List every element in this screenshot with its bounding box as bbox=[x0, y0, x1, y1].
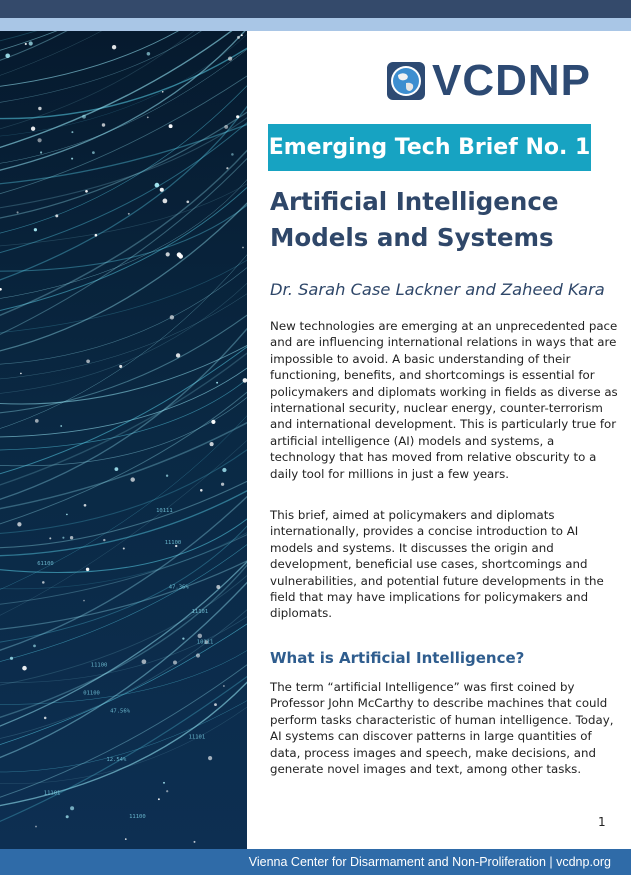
light-dot bbox=[226, 167, 228, 169]
light-dot bbox=[10, 657, 13, 660]
light-dot bbox=[166, 790, 168, 792]
footer-bar: Vienna Center for Disarmament and Non-Proliferation | vcdnp.org bbox=[0, 849, 631, 875]
art-numeric-label: 47.56% bbox=[110, 708, 130, 715]
brief-number-badge: Emerging Tech Brief No. 1 bbox=[268, 124, 591, 171]
light-dot bbox=[112, 45, 116, 49]
light-dot bbox=[5, 54, 10, 59]
art-numeric-label: 47.36% bbox=[168, 584, 189, 591]
section-paragraph: The term “artificial Intelligence” was first coined by Professor John McCarthy to describe machines that could perform tasks characteristic of human intelligence. Today, AI systems can discover patterns in large quantities of data, process images and speech, make decisions, and generate novel images and text, among other tasks. bbox=[270, 680, 614, 777]
cover-art-data-streams bbox=[0, 31, 247, 849]
section-heading: What is Artificial Intelligence? bbox=[270, 649, 525, 667]
light-dot bbox=[163, 199, 168, 204]
art-numeric-label: 01100 bbox=[83, 690, 100, 697]
light-dot bbox=[155, 183, 160, 188]
light-dot bbox=[35, 419, 39, 423]
light-dot bbox=[173, 661, 177, 665]
light-dot bbox=[40, 151, 42, 153]
light-dot bbox=[147, 117, 149, 119]
light-dot bbox=[35, 826, 37, 828]
top-bar-light bbox=[0, 18, 631, 31]
art-numeric-label: 11101 bbox=[43, 790, 61, 797]
light-dot bbox=[221, 483, 224, 486]
light-dot bbox=[228, 56, 232, 60]
light-dot bbox=[169, 124, 173, 128]
light-dot bbox=[160, 188, 164, 192]
light-dot bbox=[95, 234, 98, 237]
light-dot bbox=[216, 382, 218, 384]
light-dot bbox=[17, 211, 19, 213]
light-dot bbox=[83, 600, 85, 602]
light-dot bbox=[31, 127, 35, 131]
light-dot bbox=[166, 252, 170, 256]
light-dot bbox=[86, 359, 90, 363]
light-dot bbox=[119, 365, 122, 368]
light-dot bbox=[125, 838, 127, 840]
light-dot bbox=[223, 685, 225, 687]
light-dot bbox=[186, 200, 189, 203]
art-numeric-label: 11100 bbox=[164, 539, 182, 546]
light-dot bbox=[182, 637, 184, 639]
light-dot bbox=[66, 514, 68, 516]
light-dot bbox=[71, 158, 73, 160]
light-dot bbox=[49, 537, 51, 539]
art-numeric-label: 11101 bbox=[191, 609, 209, 615]
light-dot bbox=[86, 568, 89, 571]
vcdnp-logo bbox=[386, 55, 618, 107]
art-numeric-label: 11100 bbox=[129, 814, 146, 821]
light-dot bbox=[241, 34, 243, 36]
page-title: Artificial Intelligence Models and Systems bbox=[270, 187, 559, 252]
art-numeric-label: 10111 bbox=[196, 639, 214, 646]
light-dot bbox=[22, 666, 27, 671]
light-dot bbox=[92, 151, 95, 154]
light-dot bbox=[66, 815, 69, 818]
art-numeric-label: 11100 bbox=[90, 662, 108, 669]
light-dot bbox=[162, 91, 164, 93]
light-dot bbox=[71, 131, 73, 133]
light-dot bbox=[231, 153, 234, 156]
light-dot bbox=[25, 43, 27, 45]
light-dot bbox=[70, 806, 74, 810]
light-dot bbox=[176, 353, 180, 357]
light-dot bbox=[163, 782, 165, 784]
light-dot bbox=[237, 36, 240, 39]
light-dot bbox=[200, 489, 203, 492]
light-dot bbox=[147, 52, 151, 56]
light-dot bbox=[37, 138, 41, 142]
light-dot bbox=[242, 247, 244, 249]
light-dot bbox=[103, 539, 105, 541]
light-dot bbox=[194, 841, 196, 843]
light-dot bbox=[224, 125, 228, 129]
art-numeric-label: 12.54% bbox=[106, 757, 127, 764]
light-dot bbox=[62, 537, 64, 539]
light-dot bbox=[170, 315, 174, 319]
light-dot bbox=[60, 425, 62, 427]
light-dot bbox=[177, 252, 182, 257]
light-dot bbox=[158, 798, 160, 800]
intro-paragraph-2: This brief, aimed at policymakers and diplomats internationally, provides a concise introduction to AI models and systems. It discusses the origin and development, beneficial use cases, shortcomings and vulnerabilities, and potential future developments in the field that may have implications for policymakers and diplomats. bbox=[270, 508, 604, 621]
light-dot bbox=[166, 475, 168, 477]
light-dot bbox=[216, 585, 220, 589]
page-number: 1 bbox=[598, 815, 606, 829]
light-dot bbox=[85, 190, 88, 193]
data-streams-graphic bbox=[0, 31, 247, 849]
light-dot bbox=[222, 468, 226, 472]
light-dot bbox=[70, 536, 73, 539]
light-dot bbox=[196, 653, 200, 657]
art-numeric-label: 11101 bbox=[188, 734, 206, 741]
light-dot bbox=[130, 477, 134, 481]
light-dot bbox=[211, 420, 215, 424]
logo-wordmark: VCDNP bbox=[432, 56, 592, 105]
top-bar-dark bbox=[0, 0, 631, 18]
light-dot bbox=[55, 214, 58, 217]
light-dot bbox=[82, 115, 86, 119]
light-dot bbox=[208, 756, 212, 760]
light-dot bbox=[123, 547, 125, 549]
light-dot bbox=[84, 504, 87, 507]
light-dot bbox=[236, 115, 239, 118]
light-dot bbox=[115, 467, 119, 471]
light-dot bbox=[33, 645, 36, 648]
globe-icon bbox=[386, 61, 426, 101]
light-dot bbox=[20, 373, 22, 375]
light-dot bbox=[38, 107, 41, 110]
light-dot bbox=[142, 659, 147, 664]
light-dot bbox=[210, 442, 214, 446]
light-dot bbox=[17, 522, 21, 526]
authors-line: Dr. Sarah Case Lackner and Zaheed Kara bbox=[270, 280, 605, 299]
light-dot bbox=[128, 213, 130, 215]
art-numeric-label: 61100 bbox=[37, 560, 54, 567]
light-dot bbox=[214, 703, 217, 706]
light-dot bbox=[29, 41, 33, 45]
light-dot bbox=[44, 717, 47, 720]
light-dot bbox=[102, 123, 105, 126]
intro-paragraph-1: New technologies are emerging at an unprecedented pace and are influencing international relations in ways that are impossible to avoid. A basic understanding of their functioning, benefits, and shortcomings is essential for policymakers and diplomats working in fields as diverse as international security, nuclear energy, counter-terrorism and international development. This is particularly true for artificial intelligence (AI) models and systems, a technology that has moved from relative obscurity to a daily tool for millions in just a few years. bbox=[270, 319, 618, 481]
light-dot bbox=[34, 228, 37, 231]
light-dot bbox=[198, 634, 203, 639]
light-dot bbox=[42, 581, 45, 584]
art-numeric-label: 10111 bbox=[156, 508, 173, 515]
